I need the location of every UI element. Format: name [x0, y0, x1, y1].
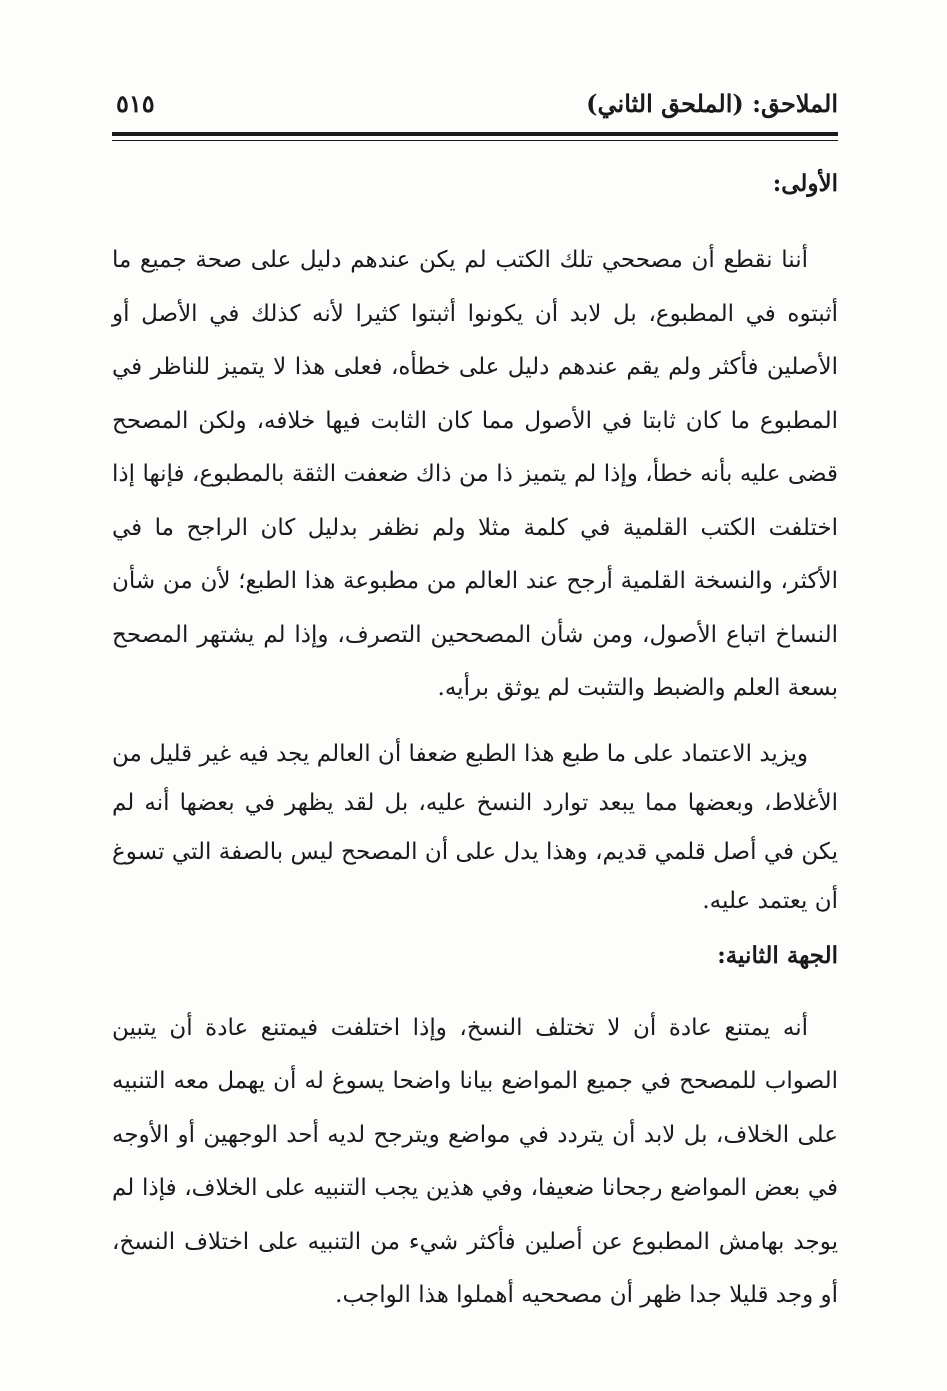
section-heading-first: الأولى: [772, 170, 838, 197]
page-number: ٥١٥ [116, 89, 155, 118]
header-rule-thick [112, 132, 838, 136]
paragraph-reliance: ويزيد الاعتماد على ما طبع هذا الطبع ضعفا أن العالم يجد فيه غير قليل من الأغلاط، وبعضها مما يبعد توارد النسخ عليه، بل لقد يظهر في بعضها أنه لم يكن في أصل قلمي قديم، وهذا يدل على أن المصحح ليس بالصفة التي تسوغ أن يعتمد عليه. [112, 740, 838, 914]
paragraph-first-point: أننا نقطع أن مصححي تلك الكتب لم يكن عندهم دليل على صحة جميع ما أثبتوه في المطبوع، بل لابد أن يكونوا أثبتوا كثيرا لأنه كذلك في الأصل أو الأصلين فأكثر ولم يقم عندهم دليل على خطأه، فعلى هذا لا يتميز للناظر في المطبوع ما كان ثابتا في الأصول مما كان الثابت فيها خلافه، ولكن المصحح قضى عليه بأنه خطأ، وإذا لم يتميز ذا من ذاك ضعفت الثقة بالمطبوع، فإنها إذا اختلفت الكتب القلمية في كلمة مثلا ولم نظفر بدليل كان الراجح ما في الأكثر، والنسخة القلمية أرجح عند العالم من مطبوعة هذا الطبع؛ لأن من شأن النساخ اتباع الأصول، ومن شأن المصححين التصرف، وإذا لم يشتهر المصحح بسعة العلم والضبط والتثبت لم يوثق برأيه. [112, 247, 838, 701]
section-heading-second: الجهة الثانية: [717, 941, 838, 969]
paragraph-second-aspect: أنه يمتنع عادة أن لا تختلف النسخ، وإذا اختلفت فيمتنع عادة أن يتبين الصواب للمصحح في جميع المواضع بيانا واضحا يسوغ له أن يهمل معه التنبيه على الخلاف، بل لابد أن يتردد في مواضع ويترجح لديه أحد الوجهين أو الأوجه في بعض المواضع رجحانا ضعيفا، وفي هذين يجب التنبيه على الخلاف، فإذا لم يوجد بهامش المطبوع عن أصلين فأكثر شيء من التنبيه على اختلاف النسخ، أو وجد قليلا جدا ظهر أن مصححيه أهملوا هذا الواجب. [112, 1014, 838, 1308]
page-body [112, 164, 838, 1323]
header-rule-thin [112, 140, 838, 141]
page-header [112, 84, 838, 128]
running-title: الملاحق: (الملحق الثاني) [586, 89, 838, 118]
